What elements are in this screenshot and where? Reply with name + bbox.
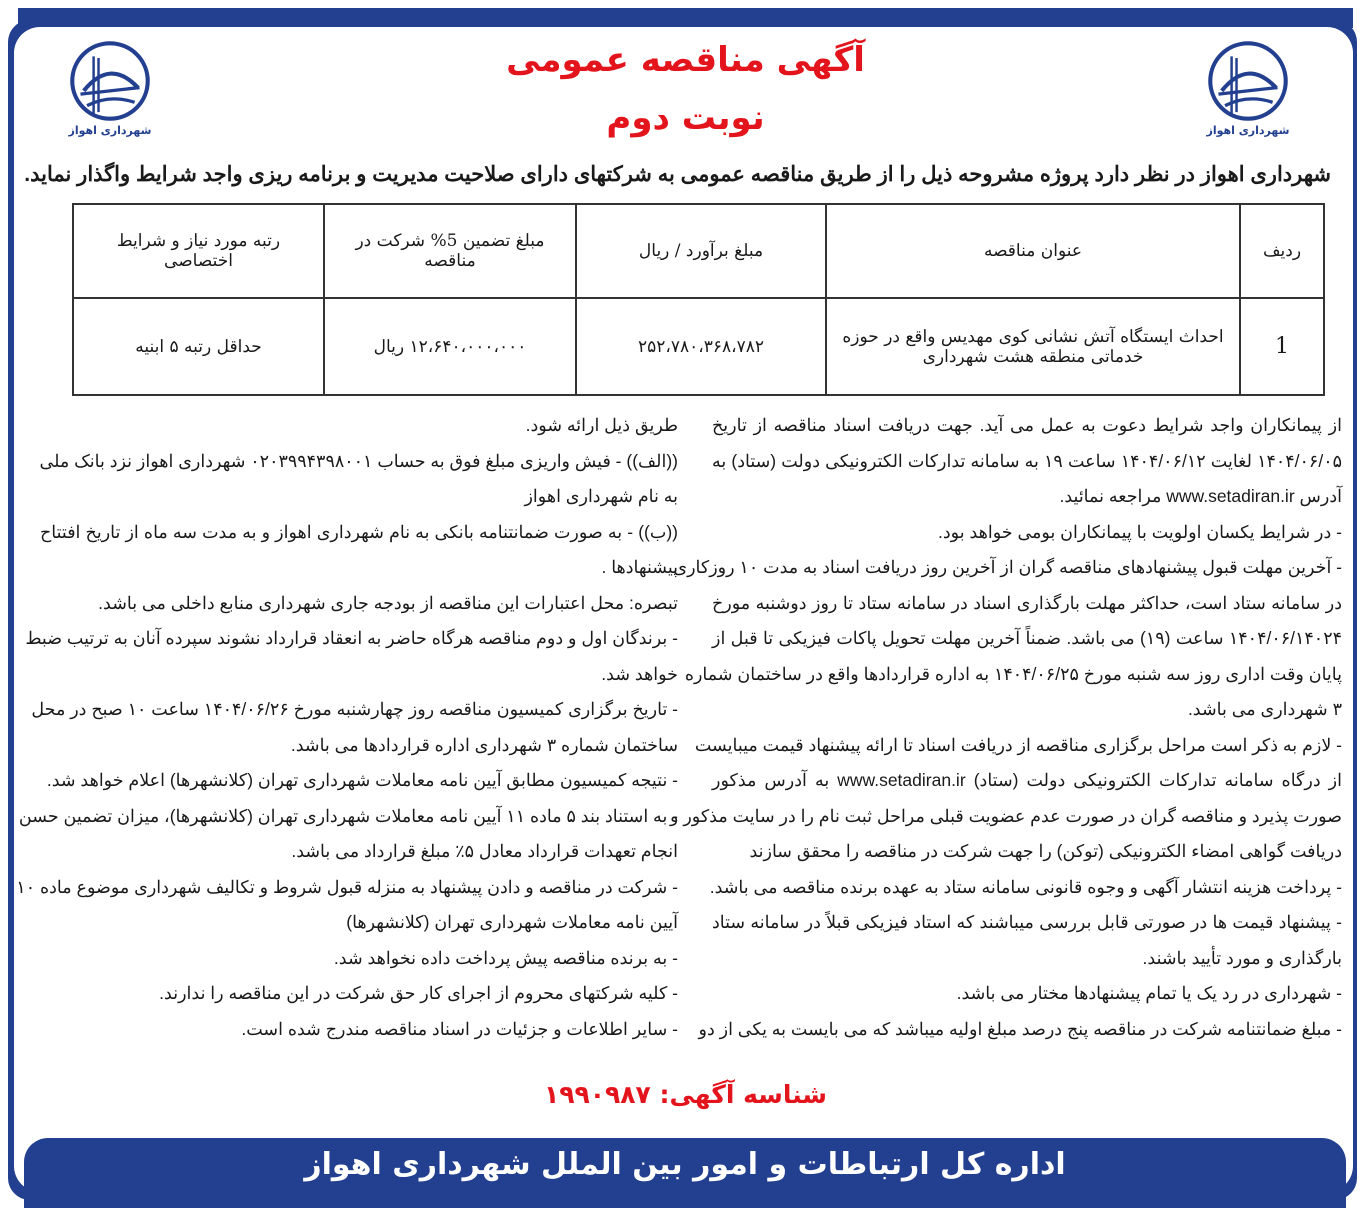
- condition-line: ساختمان شماره ۳ شهرداری اداره قراردادها می باشد.: [290, 734, 678, 755]
- condition-line: ۳ شهرداری می باشد.: [1187, 699, 1342, 719]
- ad-id: شناسه آگهی: ۱۹۹۰۹۸۷: [543, 1080, 828, 1109]
- condition-line: پایان وقت اداری روز سه شنبه مورخ ۱۴۰۴/۰۶/۲۵ به اداره قراردادها واقع در ساختمان شماره: [684, 663, 1342, 684]
- header-row-number: ردیف: [1240, 204, 1324, 298]
- cell-guarantee: ۱۲،۶۴۰،۰۰۰،۰۰۰ ریال: [324, 298, 576, 395]
- cell-grade: حداقل رتبه ۵ ابنیه: [73, 298, 324, 395]
- cell-estimate: ۲۵۲،۷۸۰،۳۶۸،۷۸۲: [576, 298, 826, 395]
- table-row: [73, 298, 1324, 395]
- condition-line: - مبلغ ضمانتنامه شرکت در مناقصه پنج درصد مبلغ اولیه میباشد که می بایست به یکی از دو: [698, 1018, 1342, 1039]
- condition-line: دریافت گواهی امضاء الکترونیکی (توکن) را جهت شرکت در مناقصه را محقق سازند: [749, 841, 1342, 861]
- condition-line: - شهرداری در رد یک یا تمام پیشنهادها مختار می باشد.: [956, 983, 1342, 1003]
- condition-line: ۱۴۰۴/۰۶/۰۵ لغایت ۱۴۰۴/۰۶/۱۲ ساعت ۱۹ به سامانه تدارکات الکترونیکی دولت (ستاد) به: [712, 450, 1342, 471]
- condition-line: در سامانه ستاد است، حداکثر مهلت بارگذاری اسناد در سامانه ستاد تا روز دوشنبه مورخ: [712, 592, 1342, 613]
- condition-line: ((الف)) - فیش واریزی مبلغ فوق به حساب ۰۲۰۳۹۹۴۳۹۸۰۰۱ شهرداری اهواز نزد بانک ملی: [39, 450, 678, 471]
- table-header-row: [73, 204, 1324, 298]
- condition-line: - سایر اطلاعات و جزئیات در اسناد مناقصه مندرج شده است.: [241, 1018, 678, 1039]
- conditions-right-column: [670, 408, 1342, 1047]
- condition-line: انجام تعهدات قرارداد معادل ۵٪ مبلغ قرارداد می باشد.: [291, 841, 678, 861]
- condition-line: تبصره: محل اعتبارات این مناقصه از بودجه جاری شهرداری منابع داخلی می باشد.: [98, 592, 678, 613]
- condition-line: آیین نامه معاملات شهرداری تهران (کلانشهرها): [346, 912, 678, 932]
- condition-line: - آخرین مهلت قبول پیشنهادهای مناقصه گران از آخرین روز دریافت اسناد به مدت ۱۰ روزکاری: [673, 557, 1342, 577]
- condition-line: آدرس www.setadiran.ir مراجعه نمائید.: [1059, 486, 1342, 506]
- header-tender-title: عنوان مناقصه: [826, 204, 1240, 298]
- ad-title: آگهی مناقصه عمومی: [506, 40, 865, 80]
- logo-caption: شهرداری اهواز: [68, 124, 152, 137]
- condition-line: - پیشنهاد قیمت ها در صورتی قابل بررسی میباشند که استاد فیزیکی قبلاً در سامانه ستاد: [712, 912, 1342, 932]
- cell-tender-title: احداث ایستگاه آتش نشانی کوی مهدیس واقع در حوزه خدماتی منطقه هشت شهرداری: [826, 298, 1240, 395]
- tender-table: [72, 203, 1325, 396]
- condition-line: صورت پذیرد و مناقصه گران در صورت عدم عضویت قبلی مراحل ثبت نام را در سایت مذکور و: [670, 805, 1342, 826]
- condition-line: ۱۴۰۴/۰۶/۱۴۰۲۴ ساعت (۱۹) می باشد. ضمناً آخرین مهلت تحویل پاکات فیزیکی تا قبل از: [712, 628, 1342, 648]
- condition-line: - نتیجه کمیسیون مطابق آیین نامه معاملات شهرداری تهران (کلانشهرها) اعلام خواهد شد.: [46, 770, 678, 790]
- condition-line: به نام شهرداری اهواز: [524, 486, 678, 506]
- condition-line: - برندگان اول و دوم مناقصه هرگاه حاضر به انعقاد قرارداد نشوند سپرده آنان به ترتیب ضبط: [25, 628, 678, 648]
- condition-line: ((ب)) - به صورت ضمانتنامه بانکی به نام شهرداری اهواز و به مدت سه ماه از تاریخ افتتاح: [40, 521, 678, 542]
- footer-banner: اداره کل ارتباطات و امور بین الملل شهرداری اهواز: [24, 1138, 1346, 1208]
- condition-line: - کلیه شرکتهای محروم از اجرای کار حق شرکت در این مناقصه را ندارند.: [159, 983, 678, 1003]
- condition-line: - شرکت در مناقصه و دادن پیشنهاد به منزله قبول شروط و تکالیف شهرداری موضوع ماده ۱۰: [16, 876, 678, 897]
- condition-line: - پرداخت هزینه انتشار آگهی و وجوه قانونی سامانه ستاد به عهده برنده مناقصه می باشد.: [709, 876, 1342, 897]
- condition-line: خواهد شد.: [601, 663, 678, 684]
- condition-line: - در شرایط یکسان اولویت با پیمانکاران بومی خواهد بود.: [938, 521, 1342, 542]
- condition-line: - تاریخ برگزاری کمیسیون مناقصه روز چهارشنبه مورخ ۱۴۰۴/۰۶/۲۶ ساعت ۱۰ صبح در محل: [31, 699, 678, 719]
- condition-line: پیشنهادها .: [601, 557, 678, 577]
- condition-line: از پیمانکاران واجد شرایط دعوت به عمل می آید. جهت دریافت اسناد مناقصه از تاریخ: [712, 415, 1342, 435]
- ad-round: نوبت دوم: [606, 98, 765, 138]
- conditions-left-column: [16, 408, 678, 1047]
- intro-text: شهرداری اهواز در نظر دارد پروژه مشروحه ذیل را از طریق مناقصه عمومی به شرکتهای دارای صلاحیت مدیریت و برنامه ریزی واجد شرایط واگذار نماید.: [24, 163, 1331, 186]
- cell-row-number: 1: [1240, 298, 1324, 395]
- condition-line: - به برنده مناقصه پیش پرداخت داده نخواهد شد.: [333, 947, 678, 968]
- header-estimate: مبلغ برآورد / ریال: [576, 204, 826, 298]
- header-grade: رتبه مورد نیاز و شرایط اختصاصی: [73, 204, 324, 298]
- condition-line: - لازم به ذکر است مراحل برگزاری مناقصه از دریافت اسناد تا ارائه پیشنهاد قیمت میبایست: [694, 734, 1342, 755]
- condition-line: بارگذاری و مورد تأیید باشند.: [1142, 947, 1342, 968]
- logo-caption: شهرداری اهواز: [1206, 124, 1290, 137]
- condition-line: - به استناد بند ۵ ماده ۱۱ آیین نامه معاملات شهرداری تهران (کلانشهرها)، میزان تضمین حسن: [18, 805, 678, 826]
- condition-line: از درگاه سامانه تدارکات الکترونیکی دولت (ستاد) www.setadiran.ir به آدرس مذکور: [712, 770, 1342, 790]
- header-guarantee: مبلغ تضمین 5% شرکت در مناقصه: [324, 204, 576, 298]
- condition-line: طریق ذیل ارائه شود.: [525, 415, 678, 435]
